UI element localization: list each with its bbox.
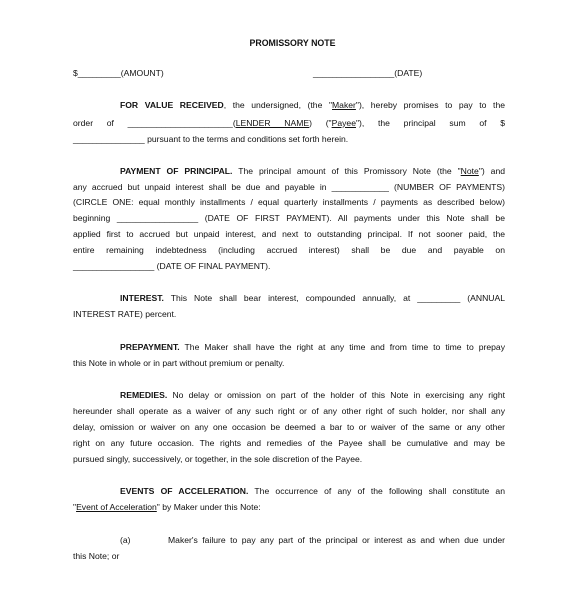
value-line-2: order of ______________________(LENDER NAME) ("Payee"), the principal sum of $ [73,118,506,128]
item-a-line-1: Maker's failure to pay any part of the principal or interest as and when due under [168,535,505,545]
remedies-line-5: pursued singly, successively, or together, in the sole discretion of the Payee. [73,454,363,464]
prepayment-line-2: this Note in whole or in part without premium or penalty. [73,358,285,368]
principal-line-5: applied first to accrued but unpaid interest, and next to outstanding principal. If not sooner paid, the [73,229,505,239]
events-heading: EVENTS OF ACCELERATION. [120,486,249,496]
remedies-line-1: REMEDIES. No delay or omission on part of the holder of this Note in exercising any right [120,390,505,400]
lender-name-term: LENDER NAME [235,118,310,128]
amount-field: $_________(AMOUNT) [73,68,164,78]
maker-term: Maker [332,100,356,110]
document-title: PROMISSORY NOTE [249,38,336,48]
value-line-1: FOR VALUE RECEIVED, the undersigned, (the "Maker"), hereby promises to pay to the [120,100,506,110]
event-of-acceleration-term: Event of Acceleration [76,502,157,512]
events-line-1: EVENTS OF ACCELERATION. The occurrence of any of the following shall constitute an [120,486,505,496]
remedies-line-4: right on any future occasion. The rights and remedies of the Payee shall be cumulative and may be [73,438,505,448]
principal-line-2: any accrued but unpaid interest shall be due and payable in ____________ (NUMBER OF PAYMENTS) [73,182,505,192]
remedies-line-3: delay, omission or waiver on any one occasion be deemed a bar to or waiver of the same or any other [73,422,505,432]
principal-heading: PAYMENT OF PRINCIPAL. [120,166,233,176]
principal-line-6: entire remaining indebtedness (including accrued interest) shall be due and payable on [73,245,505,255]
interest-line-2: INTEREST RATE) percent. [73,309,177,319]
principal-line-1: PAYMENT OF PRINCIPAL. The principal amount of this Promissory Note (the "Note") and [120,166,506,176]
remedies-line-2: hereunder shall operate as a waiver of any such right or of any other right of such holder, nor shall any [73,406,505,416]
principal-line-4: beginning _________________ (DATE OF FIRST PAYMENT). All payments under this Note shall be [73,213,505,223]
payee-term: Payee [331,118,356,128]
value-heading: FOR VALUE RECEIVED [120,100,224,110]
note-term: Note [460,166,479,176]
item-a-label: (a) [120,535,131,545]
events-line-2: "Event of Acceleration" by Maker under this Note: [73,502,261,512]
interest-heading: INTEREST. [120,293,164,303]
principal-line-7: _________________ (DATE OF FINAL PAYMENT). [73,261,271,271]
remedies-heading: REMEDIES. [120,390,168,400]
principal-line-3: (CIRCLE ONE: equal monthly installments / equal quarterly installments / payments as described below) [73,197,505,207]
date-field: _________________(DATE) [313,68,423,78]
interest-line-1: INTEREST. This Note shall bear interest, compounded annually, at _________ (ANNUAL [120,293,506,303]
prepayment-line-1: PREPAYMENT. The Maker shall have the right at any time and from time to time to prepay [120,342,505,352]
value-line-3: _______________ pursuant to the terms and conditions set forth herein. [73,134,349,144]
item-a-line-2: this Note; or [73,551,120,561]
prepayment-heading: PREPAYMENT. [120,342,180,352]
